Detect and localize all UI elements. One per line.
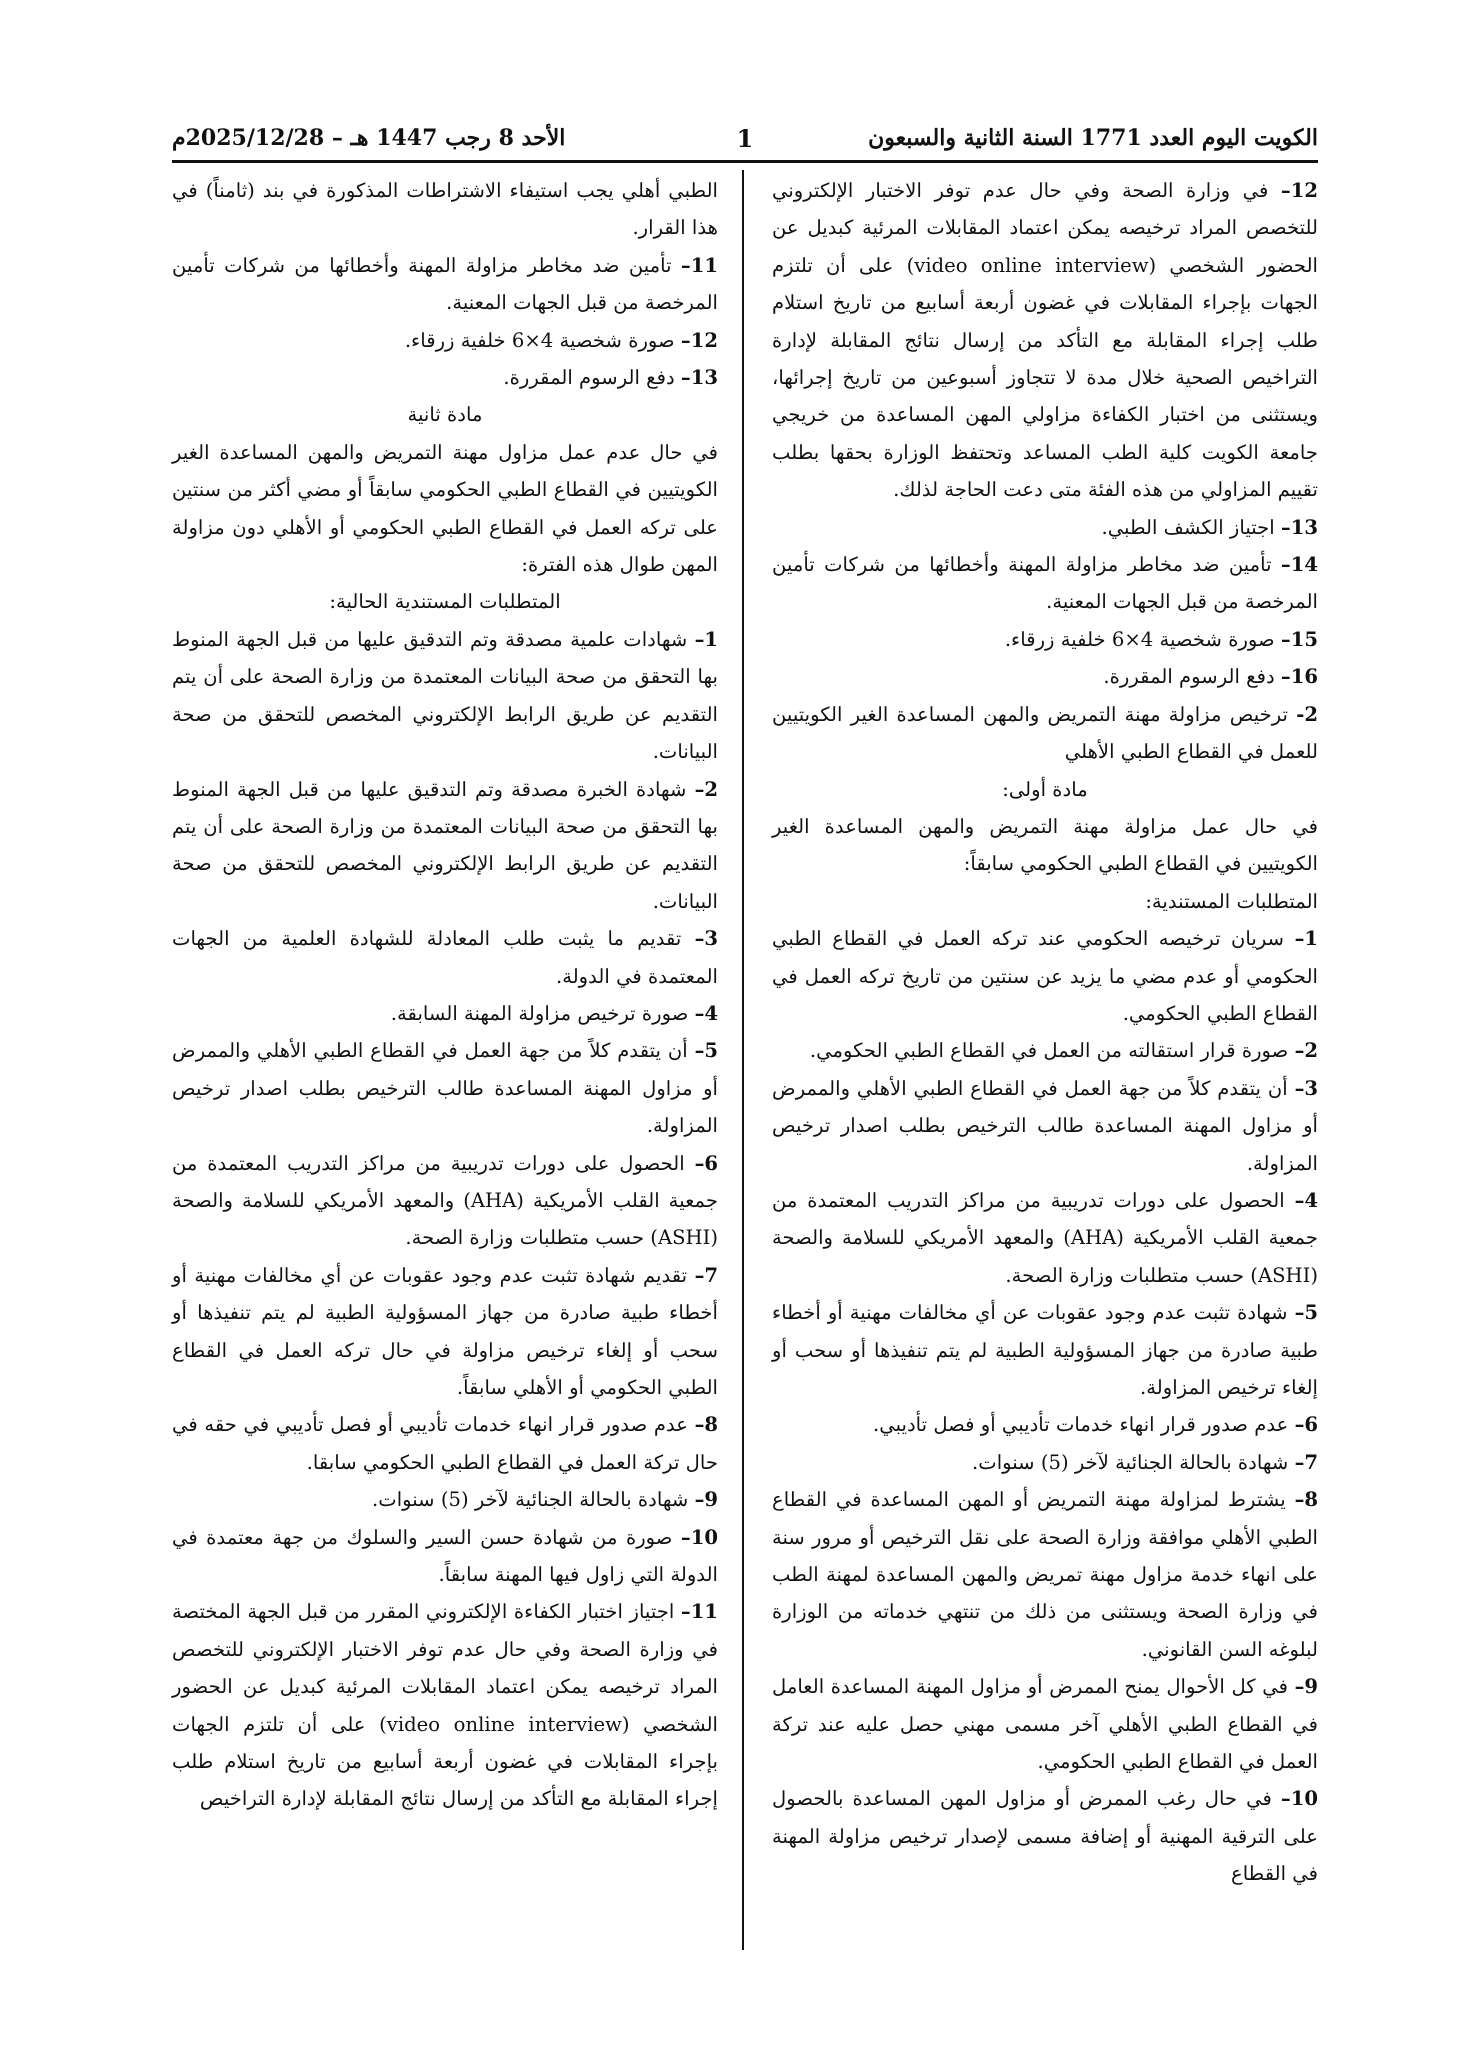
paragraph: الطبي أهلي يجب استيفاء الاشتراطات المذكورة في بند (ثامناً) في هذا القرار. [172,179,718,240]
item-number: 6– [694,1151,718,1175]
item-text: أن يتقدم كلاً من جهة العمل في القطاع الطبي الأهلي والممرض أو مزاول المهنة المساعدة طالب الترخيص بطلب اصدار ترخيص المزاولة. [172,1039,718,1138]
numbered-item [772,1032,1318,1069]
numbered-item [772,1182,1318,1294]
item-text: دفع الرسوم المقررة. [1103,665,1281,689]
numbered-item [772,1481,1318,1668]
item-text: شهادة بالحالة الجنائية لآخر (5) سنوات. [972,1450,1295,1474]
numbered-item [172,1593,718,1817]
item-text: عدم صدور قرار انهاء خدمات تأديبي أو فصل تأديبي في حقه في حال تركة العمل في القطاع الطبي الحكومي سابقا. [172,1413,718,1474]
numbered-item [172,1145,718,1257]
section-heading: المتطلبات المستندية الحالية: [329,590,561,614]
item-text: شهادة بالحالة الجنائية لآخر (5) سنوات. [372,1488,695,1512]
item-number: 10– [1280,1787,1318,1811]
column-divider [742,170,744,1950]
header-rule [172,160,1318,163]
item-number: 12– [1280,179,1318,202]
item-text: في حال رغب الممرض أو مزاول المهن المساعدة بالحصول على الترقية المهنية أو إضافة مسمى لإصدار ترخيص مزاولة المهنة في القطاع [772,1787,1318,1886]
numbered-item [172,621,718,771]
item-text: الحصول على دورات تدريبية من مراكز التدريب المعتمدة من جمعية القلب الأمريكية (AHA) والمعهد الأمريكي للسلامة والصحة (ASHI) حسب متطلبات وزارة الصحة. [772,1188,1318,1287]
item-number: 3– [1294,1076,1318,1100]
item-text: عدم صدور قرار انهاء خدمات تأديبي أو فصل تأديبي. [873,1413,1295,1437]
section-heading: مادة أولى: [1002,777,1088,801]
item-number: 10– [680,1525,718,1549]
item-number: 8– [1294,1488,1318,1512]
item-text: يشترط لمزاولة مهنة التمريض أو المهن المساعدة في القطاع الطبي الأهلي موافقة وزارة الصحة على نقل الترخيص أو مرور سنة على انهاء خدمة مزاول مهنة تمريض والمهن المساعدة لمهنة الطب في وزارة الصحة ويستثنى من ذلك من تنتهي خدماته من الوزارة لبلوغه السن القانوني. [772,1488,1318,1661]
item-text: في وزارة الصحة وفي حال عدم توفر الاختبار الإلكتروني للتخصص المراد ترخيصه يمكن اعتماد المقابلات المرئية كبديل عن الحضور الشخصي (video online interview) على أن تلتزم الجهات بإجراء المقابلات في غضون أربعة أسابيع من تاريخ استلام طلب إجراء المقابلة مع التأكد من إرسال نتائج المقابلة لإدارة التراخيص الصحية خلال مدة لا تتجاوز أسبوعين من تاريخ إجرائها، ويستثنى من اختبار الكفاءة مزاولي المهن المساعدة من خريجي جامعة الكويت كلية الطب المساعد وتحتفظ الوزارة بحقها بطلب تقييم المزاولي من هذه الفئة متى دعت الحاجة لذلك. [772,179,1318,502]
numbered-item [172,322,718,359]
item-text: صورة شخصية 4×6 خلفية زرقاء. [404,328,681,352]
page-header [172,118,1318,158]
item-text: شهادات علمية مصدقة وتم التدقيق عليها من قبل الجهة المنوط بها التحقق من صحة البيانات المعتمدة من وزارة الصحة على أن يتم التقديم عن طريق الرابط الإلكتروني المخصص للتحقق من صحة البيانات. [172,627,718,764]
item-text: الحصول على دورات تدريبية من مراكز التدريب المعتمدة من جمعية القلب الأمريكية (AHA) والمعهد الأمريكي للسلامة والصحة (ASHI) حسب متطلبات وزارة الصحة. [172,1151,718,1250]
numbered-item [172,1032,718,1144]
item-text: دفع الرسوم المقررة. [503,366,681,390]
item-text: ترخيص مزاولة مهنة التمريض والمهن المساعدة الغير الكويتيين للعمل في القطاع الطبي الأهلي [772,702,1318,764]
item-number: 11– [680,1600,718,1624]
numbered-item [172,1406,718,1481]
item-text: صورة شخصية 4×6 خلفية زرقاء. [1004,627,1281,651]
numbered-item [772,1780,1318,1892]
item-number: 16– [1280,665,1318,689]
numbered-item [172,1519,718,1594]
item-number: 6– [1294,1413,1318,1437]
item-text: أن يتقدم كلاً من جهة العمل في القطاع الطبي الأهلي والممرض أو مزاول المهنة المساعدة طالب الترخيص بطلب اصدار ترخيص المزاولة. [772,1076,1318,1175]
item-text: اجتياز الكشف الطبي. [1101,515,1281,539]
item-text: اجتياز اختبار الكفاءة الإلكتروني المقرر من قبل الجهة المختصة في وزارة الصحة وفي حال عدم توفر الاختبار الإلكتروني للتخصص المراد ترخيصه يمكن اعتماد المقابلات المرئية كبديل عن الحضور الشخصي (video online interview) على أن تلتزم الجهات بإجراء المقابلات في غضون أربعة أسابيع من تاريخ استلام طلب إجراء المقابلة مع التأكد من إرسال نتائج المقابلة لإدارة التراخيص [172,1600,718,1811]
numbered-item [772,1444,1318,1481]
numbered-item [772,1668,1318,1780]
item-text: تأمين ضد مخاطر مزاولة المهنة وأخطائها من شركات تأمين المرخصة من قبل الجهات المعنية. [772,553,1318,614]
item-number: 13– [680,366,718,390]
item-text: تقديم شهادة تثبت عدم وجود عقوبات عن أي مخالفات مهنية أو أخطاء طبية صادرة من جهاز المسؤولية الطبية لم يتم تنفيذها أو سحب أو إلغاء ترخيص مزاولة في حال تركه العمل في القطاع الطبي الحكومي أو الأهلي سابقاً. [172,1263,718,1399]
numbered-item [772,621,1318,658]
numbered-item [772,920,1318,1032]
item-number: 7– [694,1263,718,1287]
item-number: 1– [1294,927,1318,951]
item-number: 1– [694,627,718,651]
paragraph: في حال عمل مزاولة مهنة التمريض والمهن المساعدة الغير الكويتيين في القطاع الطبي الحكومي سابقاً: [772,814,1318,876]
item-number: 12– [680,328,718,352]
item-number: 9– [694,1488,718,1512]
item-text: شهادة تثبت عدم وجود عقوبات عن أي مخالفات مهنية أو أخطاء طبية صادرة من جهاز المسؤولية الطبية لم يتم تنفيذها أو سحب أو إلغاء ترخيص المزاولة. [772,1301,1318,1399]
item-text: تأمين ضد مخاطر مزاولة المهنة وأخطائها من شركات تأمين المرخصة من قبل الجهات المعنية. [172,253,718,315]
numbered-item [772,546,1318,621]
gazette-issue-title: الكويت اليوم العدد 1771 السنة الثانية والسبعون [868,125,1318,151]
numbered-item [772,172,1318,509]
item-number: 2– [694,777,718,801]
item-text: صورة ترخيص مزاولة المهنة السابقة. [390,1001,695,1025]
numbered-item [772,658,1318,695]
page-number: 1 [736,123,754,153]
item-number: 7– [1294,1450,1318,1474]
item-number: 15– [1280,627,1318,651]
section-heading: مادة ثانية [407,403,483,427]
paragraph: في حال عدم عمل مزاول مهنة التمريض والمهن المساعدة الغير الكويتيين في القطاع الطبي الحكومي سابقاً أو مضي أكثر من سنتين على تركه العمل في القطاع الطبي الحكومي أو الأهلي دون مزاولة المهن طوال هذه الفترة: [172,440,718,577]
item-number: 3– [694,927,718,951]
item-number: 8– [694,1413,718,1437]
numbered-item [172,247,718,322]
numbered-item [772,1294,1318,1406]
item-number: 14– [1280,553,1318,577]
item-text: سريان ترخيصه الحكومي عند تركه العمل في القطاع الطبي الحكومي أو عدم مضي ما يزيد عن سنتين من تاريخ تركه العمل في القطاع الطبي الحكومي. [772,927,1318,1025]
item-number: 9– [1294,1675,1318,1699]
numbered-item [172,920,718,995]
item-number: 5– [694,1039,718,1063]
item-text: شهادة الخبرة مصدقة وتم التدقيق عليها من قبل الجهة المنوط بها التحقق من صحة البيانات المعتمدة من وزارة الصحة على أن يتم التقديم عن طريق الرابط الإلكتروني المخصص للتحقق من صحة البيانات. [172,777,718,913]
item-number: 2- [1296,702,1318,726]
item-text: صورة من شهادة حسن السير والسلوك من جهة معتمدة في الدولة التي زاول فيها المهنة سابقاً. [172,1525,718,1587]
right-column [772,172,1318,1893]
numbered-item [772,509,1318,546]
item-number: 4– [694,1001,718,1025]
numbered-item [172,1481,718,1518]
left-column [172,172,718,1818]
item-number: 2– [1294,1039,1318,1063]
item-number: 5– [1294,1301,1318,1325]
item-text: تقديم ما يثبت طلب المعادلة للشهادة العلمية من الجهات المعتمدة في الدولة. [172,927,718,988]
paragraph: المتطلبات المستندية: [1145,889,1318,913]
numbered-item [172,1257,718,1407]
item-number: 13– [1280,515,1318,539]
numbered-item [172,995,718,1032]
item-text: صورة قرار استقالته من العمل في القطاع الطبي الحكومي. [809,1039,1295,1063]
item-text: في كل الأحوال يمنح الممرض أو مزاول المهنة المساعدة العامل في القطاع الطبي الأهلي آخر مسمى مهني حصل عليه عند تركة العمل في القطاع الطبي الحكومي. [772,1675,1318,1774]
item-number: 11– [680,253,718,277]
item-number: 4– [1294,1188,1318,1212]
numbered-item [172,359,718,396]
numbered-item [772,696,1318,771]
issue-date: الأحد 8 رجب 1447 هـ – 2025/12/28م [172,125,566,151]
numbered-item [172,771,718,921]
numbered-item [772,1070,1318,1182]
numbered-item [772,1406,1318,1443]
